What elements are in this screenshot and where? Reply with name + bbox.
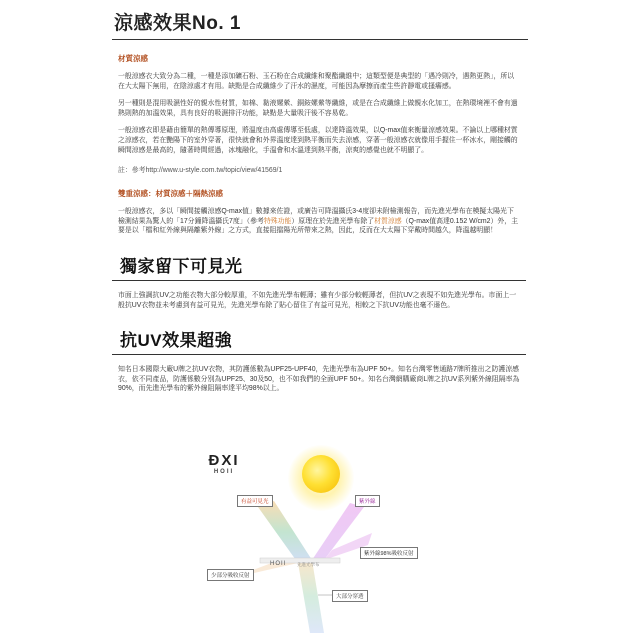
label-uv-reflect: 紫外線98%吸收反射 <box>360 547 418 559</box>
visible-ray <box>258 501 312 563</box>
paragraph-cooling-2: 另一種則是混用吸濕性好的親水性材質，如棉、黏液嫘縈、銅銨嫘縈等纖維，或是在合成纖維上做親水化加工，在熱環境裡不會有過熱則熱的加溫效果，具有良好的吸濕排汗功能，缺點是大量吸汗後不容易乾。 <box>118 100 518 117</box>
section-divider <box>112 280 526 281</box>
paragraph-anti-uv: 知名日本國際大廠U牌之抗UV衣物，其防護係數為UPF25-UPF40，先進光學布為UPF 50+。知名台灣零售通路7牌所推出之防護涼感衣，依不同產品，防護係數分別為UPF25、30及50，也不如我們的全面UPF 50+。知名台灣網購廠商L牌之抗UV系列紫外線阻隔率為90%，而先進光學布的紫外線阻隔率達平均98%以上。 <box>118 366 520 393</box>
logo-mark: ĐXI <box>208 452 240 469</box>
subtitle-dual-cooling: 雙重涼感：材質涼感＋隔熱涼感 <box>118 189 223 199</box>
label-most-pass: 大部分穿透 <box>332 590 368 602</box>
paragraph-cooling-1: 一般涼感衣大致分為二種，一種是添加礦石粉、玉石粉在合成纖維和聚酯纖維中；這類型便是典型的「遇冷則冷，遇熱更熱」，所以在大太陽下無用，在陰涼處才有用。缺點是合成纖維少了汗水的濕度，可能因為摩擦而產生些許靜電或搔癢感。 <box>118 73 515 90</box>
label-visible-reflect: 少部分吸收反射 <box>207 569 254 581</box>
reference-note <box>118 164 528 174</box>
label-visible-light: 有益可見光 <box>237 495 273 507</box>
paragraph-cooling-3: 一般涼感衣即是藉由簡單的熱傳導原理，將溫度由高處傳導至低處，以達降溫效果，以Q-max值來衡量涼感效果。不論以上哪種材質之涼感衣，若在艷陽下的室外穿著，很快就會和外界溫度達到熱平衡而失去涼感，穿著一般涼感衣就像用手握住一杯冰水，剛接觸的瞬間涼感是最高的，隨著時間經過，冰塊融化，手溫會和水溫達到熱平衡，涼爽的感覺也就不明顯了。 <box>118 127 518 154</box>
light-rays <box>200 445 440 635</box>
para-text: （Q-max值高達0.152 W/cm2）外，主要是以「檔和紅外線與隔離紫外線」之方式，直接阻擋陽光所帶來之熱，因此，反而在大太陽下穿戴時間越久，降溫越明顯！ <box>118 217 519 235</box>
link-special-function[interactable]: 特殊功能 <box>263 217 292 225</box>
article <box>112 0 528 394</box>
fabric-brand: HOII <box>270 561 287 567</box>
section-title-anti-uv: 抗UV效果超強 <box>120 331 233 351</box>
title-divider <box>112 39 528 40</box>
paragraph-visible-light: 市面上強調抗UV之功能衣物大部分較厚重，不如先進光學布輕薄；雖有少部分較輕薄者，但抗UV之表現不如先進光學布。市面上一般抗UV衣物並未考慮到有益可見光，先進光學布除了貼心留住了有益可見光，相較之下抗UV功能也毫不遜色。 <box>118 291 517 309</box>
link-material-cooling[interactable]: 材質涼感 <box>374 217 402 225</box>
para-text: ）原理在於先進光學布除了 <box>291 217 375 225</box>
fabric-label: 先進光學布 <box>297 562 320 567</box>
reference-link[interactable]: http://www.u-style.com.tw/topic/view/41569/1 <box>145 167 283 175</box>
section-title-cooling: 涼感效果No. 1 <box>114 13 241 34</box>
section-title-visible-light: 獨家留下可見光 <box>120 256 243 276</box>
visible-ray-through <box>298 560 324 633</box>
subtitle-material-cooling: 材質涼感 <box>118 54 148 63</box>
label-uv: 紫外線 <box>355 495 380 507</box>
uv-diagram <box>200 445 440 635</box>
paragraph-dual-cooling <box>118 207 520 236</box>
section-divider <box>112 354 526 355</box>
logo-text: HOII <box>213 469 235 475</box>
para-text: 一般涼感衣，多以「瞬間接觸涼感Q-max值」數據來佐證，或廣告可降溫攝氏3-4度卻未附檢測報告，而先進光學布在模擬太陽光下檢測結果為驚人的「17分鐘降溫攝氏7度」（參考 <box>118 208 514 225</box>
note-prefix: 註：參考 <box>118 167 146 175</box>
